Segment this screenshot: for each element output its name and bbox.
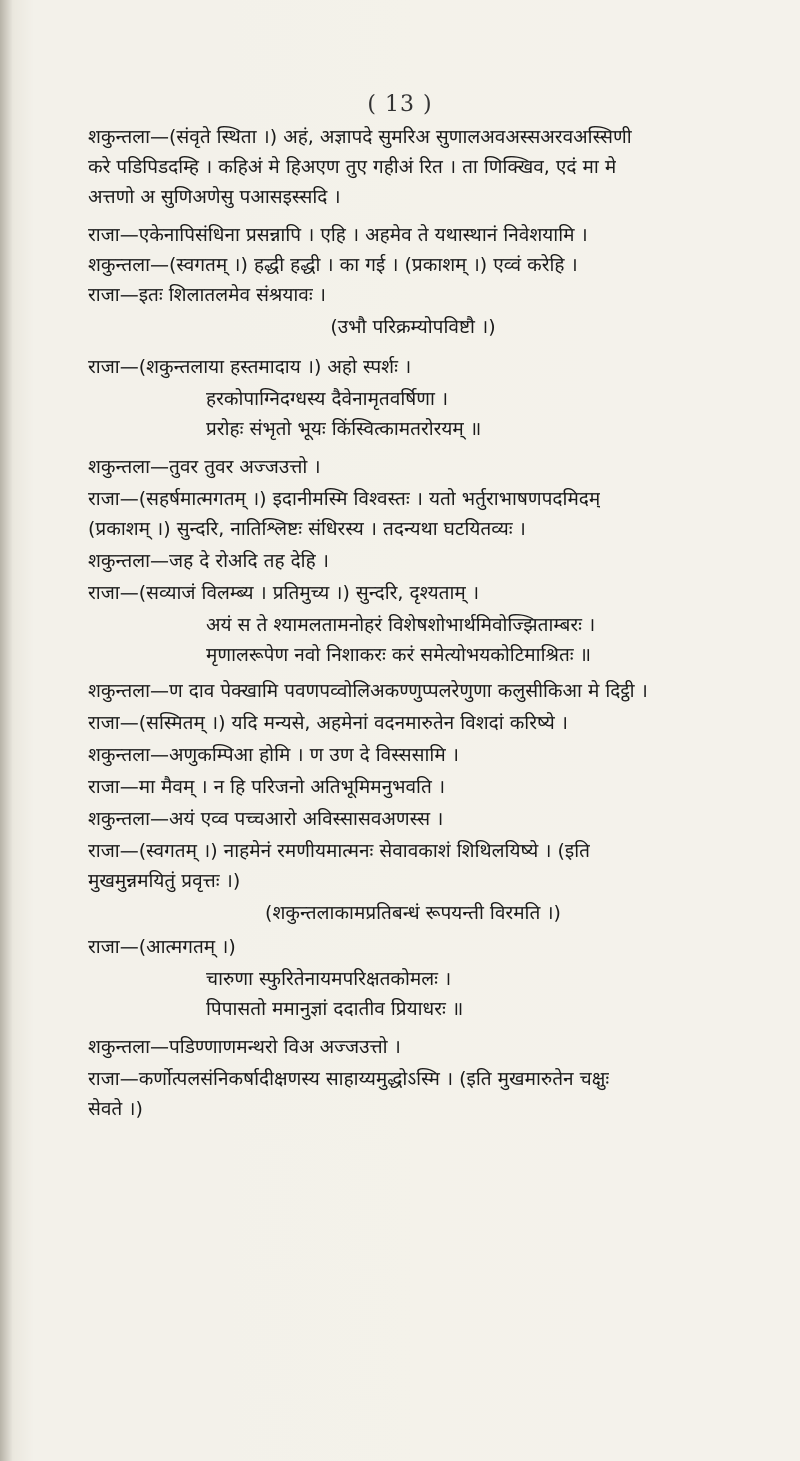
text-line: सेवते ।) bbox=[88, 1098, 143, 1120]
stage-direction: (उभौ परिक्रम्योपविष्टौ ।) bbox=[330, 316, 496, 338]
text-line: राजा—मा मैवम् । न हि परिजनो अतिभूमिमनुभवति । bbox=[88, 776, 446, 798]
verse-line: हरकोपाग्निदग्धस्य दैवेनामृतवर्षिणा । bbox=[206, 388, 449, 410]
text-line: अत्तणो अ सुणिअणेसु पआसइस्सदि । bbox=[88, 186, 341, 208]
verse-line: चारुणा स्फुरितेनायमपरिक्षतकोमलः । bbox=[206, 968, 452, 990]
text-line: शकुन्तला—पडिण्णाणमन्थरो विअ अज्जउत्तो । bbox=[88, 1036, 401, 1058]
text-line: राजा—(सव्याजं विलम्ब्य । प्रतिमुच्य ।) सुन्दरि, दृश्यताम् । bbox=[88, 582, 480, 604]
verse-line: प्ररोहः संभृतो भूयः किंस्वित्कामतरोरयम् ॥ bbox=[206, 418, 482, 440]
text-line: राजा—(सस्मितम् ।) यदि मन्यसे, अहमेनां वदनमारुतेन विशदां करिष्ये । bbox=[88, 712, 568, 734]
text-line: राजा—इतः शिलातलमेव संश्रयावः । bbox=[88, 284, 326, 306]
text-line: राजा—(सहर्षमात्मगतम् ।) इदानीमस्मि विश्वस्तः । यतो भर्तुराभाषणपदमिदम् bbox=[88, 488, 601, 510]
text-line: शकुन्तला—तुवर तुवर अज्जउत्तो । bbox=[88, 456, 321, 478]
text-line: शकुन्तला—अयं एव्व पच्चआरो अविस्सासवअणस्स । bbox=[88, 808, 444, 830]
text-line: शकुन्तला—(संवृते स्थिता ।) अहं, अज्ञापदे सुमरिअ सुणालअवअस्सअरवअस्सिणी bbox=[88, 126, 632, 148]
verse-line: पिपासतो ममानुज्ञां ददातीव प्रियाधरः ॥ bbox=[206, 998, 464, 1020]
text-line: शकुन्तला—(स्वगतम् ।) हद्धी हद्धी । का गई । (प्रकाशम् ।) एव्वं करेहि । bbox=[88, 254, 578, 276]
text-line: राजा—कर्णोत्पलसंनिकर्षादीक्षणस्य साहाय्यमुद्धोऽस्मि । (इति मुखमारुतेन चक्षुः bbox=[88, 1068, 610, 1090]
page-number: ( 13 ) bbox=[367, 92, 433, 117]
text-line: शकुन्तला—अणुकम्पिआ होमि । ण उण दे विस्ससामि । bbox=[88, 744, 459, 766]
text-line: (प्रकाशम् ।) सुन्दरि, नातिश्लिष्टः संधिरस्य । तदन्यथा घटयितव्यः । bbox=[88, 518, 526, 540]
text-line: मुखमुन्नमयितुं प्रवृत्तः ।) bbox=[88, 870, 241, 892]
text-line: राजा—(शकुन्तलाया हस्तमादाय ।) अहो स्पर्शः । bbox=[88, 356, 412, 378]
text-line: शकुन्तला—ण दाव पेक्खामि पवणपव्वोलिअकण्णुप्पलरेणुणा कलुसीकिआ मे दिट्ठी । bbox=[88, 680, 648, 702]
text-line: राजा—(स्वगतम् ।) नाहमेनं रमणीयमात्मनः सेवावकाशं शिथिलयिष्ये । (इति bbox=[88, 840, 591, 862]
text-line: शकुन्तला—जह दे रोअदि तह देहि । bbox=[88, 550, 329, 572]
text-line: राजा—(आत्मगतम् ।) bbox=[88, 936, 236, 958]
text-line: करे पडिपिडदम्हि । कहिअं मे हिअएण तुए गहीअं रित । ता णिक्खिव, एदं मा मे bbox=[88, 156, 617, 178]
verse-line: मृणालरूपेण नवो निशाकरः करं समेत्योभयकोटिमाश्रितः ॥ bbox=[206, 644, 592, 666]
stage-direction: (शकुन्तलाकामप्रतिबन्धं रूपयन्ती विरमति ।) bbox=[265, 902, 561, 924]
text-line: राजा—एकेनापिसंधिना प्रसन्नापि । एहि । अहमेव ते यथास्थानं निवेशयामि । bbox=[88, 224, 588, 246]
binding-edge bbox=[0, 0, 12, 1461]
verse-line: अयं स ते श्यामलतामनोहरं विशेषशोभार्थमिवोज्झिताम्बरः । bbox=[206, 614, 596, 636]
